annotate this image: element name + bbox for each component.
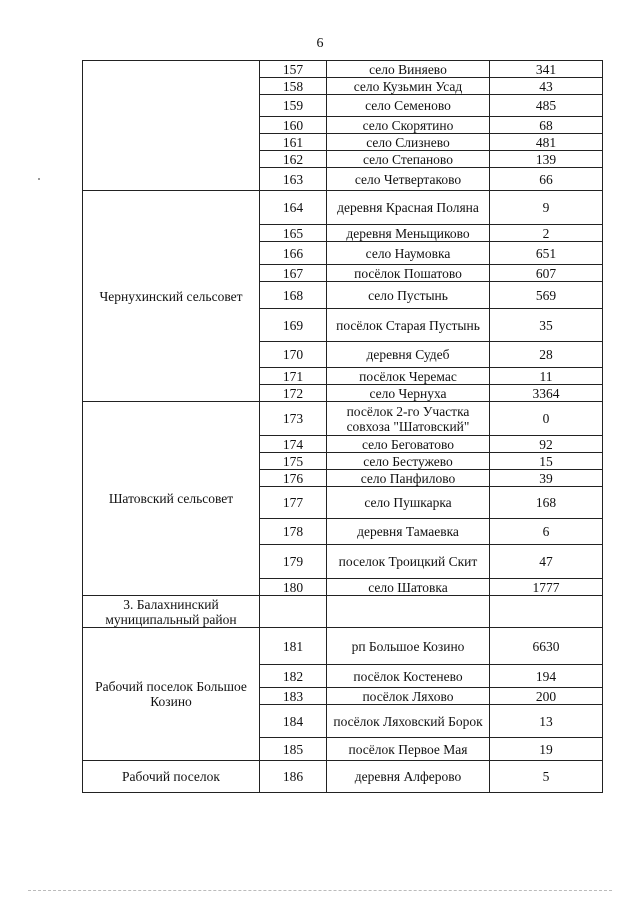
settlement-name-cell: посёлок Старая Пустынь <box>327 309 490 342</box>
table-row <box>83 402 603 436</box>
population-cell: 139 <box>490 151 603 168</box>
population-cell: 485 <box>490 95 603 117</box>
district-cell: Рабочий поселок Большое Козино <box>83 628 260 761</box>
population-cell: 1777 <box>490 579 603 596</box>
settlement-name-cell: деревня Судеб <box>327 342 490 368</box>
settlement-number-cell: 180 <box>260 579 327 596</box>
settlement-number-cell: 186 <box>260 761 327 793</box>
settlement-number-cell: 178 <box>260 519 327 545</box>
district-cell: Чернухинский сельсовет <box>83 191 260 402</box>
settlement-number-cell: 158 <box>260 78 327 95</box>
settlement-name-cell: село Скорятино <box>327 117 490 134</box>
settlement-name-cell: деревня Алферово <box>327 761 490 793</box>
settlement-name-cell: село Пушкарка <box>327 487 490 519</box>
settlement-name-cell: поселок Троицкий Скит <box>327 545 490 579</box>
settlement-name-cell: село Бестужево <box>327 453 490 470</box>
settlement-number-cell: 165 <box>260 225 327 242</box>
settlement-number-cell: 160 <box>260 117 327 134</box>
settlements-table-body <box>83 61 603 793</box>
settlement-number-cell: 175 <box>260 453 327 470</box>
settlement-number-cell: 181 <box>260 628 327 665</box>
settlement-number-cell: 164 <box>260 191 327 225</box>
settlement-number-cell: 161 <box>260 134 327 151</box>
district-cell: Шатовский сельсовет <box>83 402 260 596</box>
population-cell: 3364 <box>490 385 603 402</box>
population-cell: 28 <box>490 342 603 368</box>
population-cell: 66 <box>490 168 603 191</box>
settlement-number-cell: 159 <box>260 95 327 117</box>
district-cell: 3. Балахнинский муниципальный район <box>83 596 260 628</box>
settlement-number-cell: 185 <box>260 738 327 761</box>
population-cell: 13 <box>490 705 603 738</box>
settlement-number-cell: 179 <box>260 545 327 579</box>
settlement-number-cell: 169 <box>260 309 327 342</box>
settlement-number-cell: 162 <box>260 151 327 168</box>
population-cell: 200 <box>490 688 603 705</box>
district-cell <box>83 61 260 191</box>
population-cell: 11 <box>490 368 603 385</box>
population-cell: 6 <box>490 519 603 545</box>
settlement-name-cell: село Наумовка <box>327 242 490 265</box>
population-cell: 2 <box>490 225 603 242</box>
settlement-name-cell: деревня Тамаевка <box>327 519 490 545</box>
settlement-number-cell: 182 <box>260 665 327 688</box>
population-cell: 47 <box>490 545 603 579</box>
settlement-number-cell: 184 <box>260 705 327 738</box>
settlement-number-cell: 170 <box>260 342 327 368</box>
page-number: 6 <box>316 36 324 51</box>
settlement-name-cell: село Чернуха <box>327 385 490 402</box>
settlement-number-cell: 176 <box>260 470 327 487</box>
settlement-number-cell: 171 <box>260 368 327 385</box>
population-cell: 569 <box>490 282 603 309</box>
settlement-number-cell: 177 <box>260 487 327 519</box>
population-cell: 19 <box>490 738 603 761</box>
table-row <box>83 61 603 78</box>
table-row <box>83 761 603 793</box>
settlement-number-cell: 172 <box>260 385 327 402</box>
settlement-name-cell: посёлок 2-го Участка совхоза "Шатовский" <box>327 402 490 436</box>
population-cell: 341 <box>490 61 603 78</box>
population-cell: 6630 <box>490 628 603 665</box>
settlement-number-cell: 173 <box>260 402 327 436</box>
scan-edge-line <box>28 890 612 891</box>
settlement-name-cell: посёлок Первое Мая <box>327 738 490 761</box>
settlement-name-cell <box>327 596 490 628</box>
settlement-number-cell: 168 <box>260 282 327 309</box>
population-cell <box>490 596 603 628</box>
settlement-name-cell: посёлок Черемас <box>327 368 490 385</box>
population-cell: 168 <box>490 487 603 519</box>
settlement-name-cell: деревня Меньщиково <box>327 225 490 242</box>
scan-speck <box>38 178 40 180</box>
population-cell: 5 <box>490 761 603 793</box>
settlement-name-cell: село Пустынь <box>327 282 490 309</box>
settlement-name-cell: деревня Красная Поляна <box>327 191 490 225</box>
settlement-number-cell: 157 <box>260 61 327 78</box>
table-row <box>83 628 603 665</box>
settlement-name-cell: село Четвертаково <box>327 168 490 191</box>
population-cell: 651 <box>490 242 603 265</box>
settlement-name-cell: посёлок Ляховский Борок <box>327 705 490 738</box>
settlement-name-cell: село Кузьмин Усад <box>327 78 490 95</box>
settlement-name-cell: село Слизнево <box>327 134 490 151</box>
settlement-name-cell: село Панфилово <box>327 470 490 487</box>
settlement-name-cell: село Шатовка <box>327 579 490 596</box>
settlement-name-cell: посёлок Ляхово <box>327 688 490 705</box>
population-cell: 68 <box>490 117 603 134</box>
settlement-number-cell: 167 <box>260 265 327 282</box>
settlement-name-cell: посёлок Костенево <box>327 665 490 688</box>
settlement-name-cell: рп Большое Козино <box>327 628 490 665</box>
settlements-table <box>82 60 603 793</box>
population-cell: 15 <box>490 453 603 470</box>
settlement-number-cell: 163 <box>260 168 327 191</box>
population-cell: 92 <box>490 436 603 453</box>
settlement-number-cell: 166 <box>260 242 327 265</box>
settlement-name-cell: село Беговатово <box>327 436 490 453</box>
population-cell: 194 <box>490 665 603 688</box>
population-cell: 607 <box>490 265 603 282</box>
settlement-number-cell <box>260 596 327 628</box>
settlement-name-cell: село Виняево <box>327 61 490 78</box>
settlement-name-cell: село Степаново <box>327 151 490 168</box>
population-cell: 39 <box>490 470 603 487</box>
population-cell: 43 <box>490 78 603 95</box>
population-cell: 0 <box>490 402 603 436</box>
settlement-number-cell: 174 <box>260 436 327 453</box>
settlement-number-cell: 183 <box>260 688 327 705</box>
population-cell: 35 <box>490 309 603 342</box>
table-row <box>83 191 603 225</box>
settlement-name-cell: село Семеново <box>327 95 490 117</box>
district-cell: Рабочий поселок <box>83 761 260 793</box>
settlement-name-cell: посёлок Пошатово <box>327 265 490 282</box>
population-cell: 481 <box>490 134 603 151</box>
table-row <box>83 596 603 628</box>
population-cell: 9 <box>490 191 603 225</box>
